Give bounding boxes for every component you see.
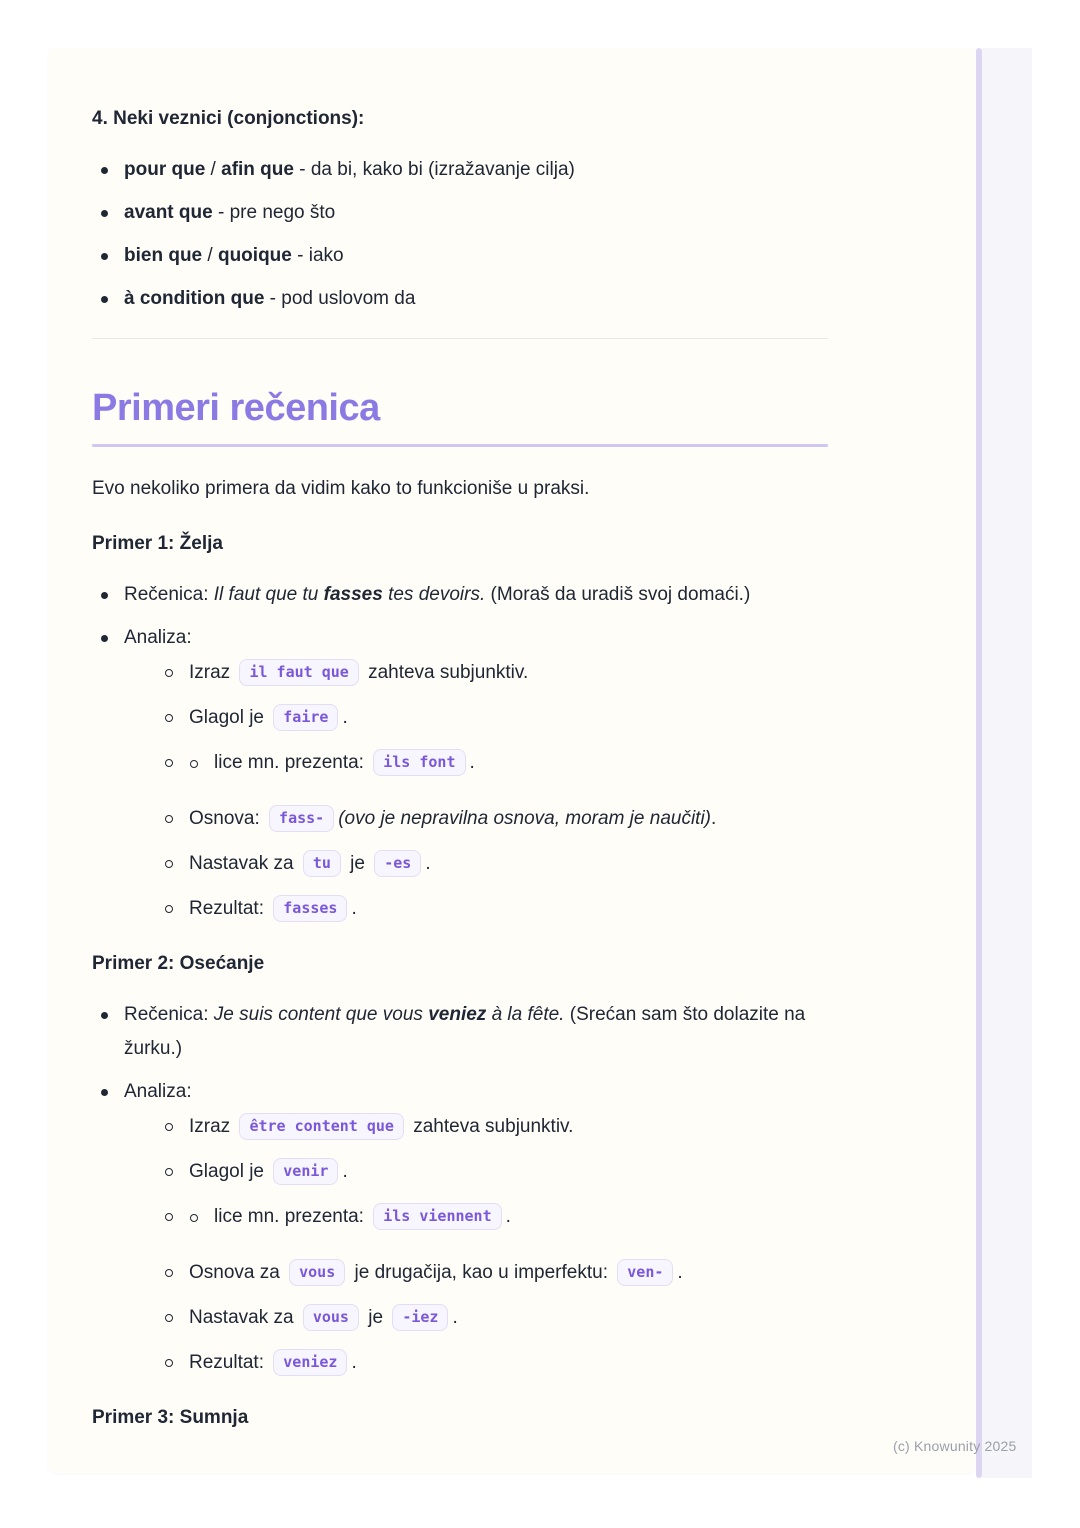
text-run: je bbox=[362, 1307, 389, 1328]
page-content bbox=[92, 48, 828, 1431]
analysis-sub-item bbox=[155, 1200, 828, 1234]
analysis-sub-item bbox=[155, 1301, 828, 1335]
list-item-text bbox=[124, 159, 575, 180]
sub-item-text bbox=[214, 1206, 511, 1227]
text-run: Analiza: bbox=[124, 627, 192, 648]
analysis-sublist bbox=[124, 656, 828, 926]
text-run: Nastavak za bbox=[189, 1307, 299, 1328]
text-run: fasses bbox=[323, 584, 383, 605]
example-1-heading: Primer 1: Želja bbox=[92, 533, 223, 554]
code-chip: tu bbox=[303, 850, 341, 877]
analysis-sub-item bbox=[155, 1256, 828, 1290]
analysis-sub-item bbox=[155, 892, 828, 926]
analysis-sub-item bbox=[155, 802, 828, 836]
text-run: / bbox=[202, 245, 218, 266]
code-chip: il faut que bbox=[239, 659, 358, 686]
code-chip: ils viennent bbox=[373, 1203, 501, 1230]
code-chip: venir bbox=[273, 1158, 338, 1185]
text-run: . bbox=[452, 1307, 458, 1328]
text-run: à condition que bbox=[124, 288, 265, 309]
text-run: bien que bbox=[124, 245, 203, 266]
text-run: (Srećan sam što dolazite na žurku.) bbox=[124, 1004, 806, 1059]
code-chip: ils font bbox=[373, 749, 465, 776]
text-run: lice mn. prezenta: bbox=[214, 752, 370, 773]
text-run: quoique bbox=[217, 245, 292, 266]
text-run: Nastavak za bbox=[189, 853, 299, 874]
example-2-list bbox=[92, 998, 828, 1380]
sentence-text bbox=[124, 584, 750, 605]
code-chip: -iez bbox=[392, 1304, 448, 1331]
title-underline bbox=[92, 444, 828, 447]
text-run: . bbox=[505, 1206, 511, 1227]
text-run: Izraz bbox=[189, 662, 236, 683]
code-chip: fass- bbox=[269, 805, 334, 832]
section-heading-conjunctions: 4. Neki veznici (conjonctions): bbox=[92, 108, 365, 129]
sub-item-text bbox=[189, 662, 528, 683]
text-run: Il faut que tu bbox=[213, 584, 324, 605]
text-run: - pre nego što bbox=[212, 202, 336, 223]
scrollbar-thumb[interactable] bbox=[976, 48, 982, 1478]
text-run: . bbox=[711, 808, 717, 829]
code-chip: être content que bbox=[239, 1113, 404, 1140]
text-run: à la fête. bbox=[486, 1004, 565, 1025]
sub-item-text bbox=[189, 1116, 573, 1137]
list-item-text bbox=[124, 245, 344, 266]
extra-circle-marker bbox=[190, 760, 198, 768]
text-run: - iako bbox=[291, 245, 344, 266]
analysis-sub-item bbox=[155, 656, 828, 690]
next-page-edge bbox=[982, 48, 1032, 1478]
analysis-sub-item bbox=[155, 847, 828, 881]
text-run: . bbox=[425, 853, 431, 874]
text-run: Osnova za bbox=[189, 1262, 286, 1283]
code-chip: faire bbox=[273, 704, 338, 731]
text-run: tes devoirs. bbox=[382, 584, 486, 605]
list-item bbox=[92, 239, 828, 273]
text-run: . bbox=[342, 707, 348, 728]
section-divider bbox=[92, 338, 828, 339]
code-chip: vous bbox=[303, 1304, 359, 1331]
text-run: Rezultat: bbox=[189, 898, 270, 919]
text-run: je bbox=[344, 853, 371, 874]
sub-item-text bbox=[189, 808, 716, 829]
text-run: Rečenica: bbox=[124, 1004, 214, 1025]
text-run: . bbox=[342, 1161, 348, 1182]
list-item bbox=[92, 282, 828, 316]
text-run: (Moraš da uradiš svoj domaći.) bbox=[485, 584, 751, 605]
text-run: . bbox=[351, 898, 357, 919]
list-item-text bbox=[124, 288, 415, 309]
text-run: avant que bbox=[124, 202, 213, 223]
text-run: Glagol je bbox=[189, 707, 270, 728]
sub-item-text bbox=[189, 1307, 458, 1328]
text-run: Izraz bbox=[189, 1116, 236, 1137]
sub-item-text bbox=[189, 1352, 357, 1373]
analysis-bullet bbox=[92, 621, 828, 926]
text-run: pour que bbox=[124, 159, 206, 180]
example-1-list bbox=[92, 578, 828, 926]
text-run: Analiza: bbox=[124, 1081, 192, 1102]
text-run: lice mn. prezenta: bbox=[214, 1206, 370, 1227]
text-run: afin que bbox=[221, 159, 294, 180]
conjunctions-list bbox=[92, 153, 828, 316]
text-run: Osnova: bbox=[189, 808, 266, 829]
list-item bbox=[92, 196, 828, 230]
text-run: . bbox=[351, 1352, 357, 1373]
analysis-sub-item bbox=[155, 1110, 828, 1144]
sentence-bullet bbox=[92, 998, 828, 1066]
sentence-bullet bbox=[92, 578, 828, 612]
list-item bbox=[92, 153, 828, 187]
code-chip: vous bbox=[289, 1259, 345, 1286]
analysis-sub-item bbox=[155, 701, 828, 735]
footer-credit: (c) Knowunity 2025 bbox=[893, 1438, 1017, 1454]
text-run: / bbox=[205, 159, 222, 180]
list-item-text bbox=[124, 202, 335, 223]
example-3-heading: Primer 3: Sumnja bbox=[92, 1407, 249, 1428]
analysis-bullet bbox=[92, 1075, 828, 1380]
example-2-heading: Primer 2: Osećanje bbox=[92, 953, 265, 974]
text-run: zahteva subjunktiv. bbox=[407, 1116, 574, 1137]
text-run: - pod uslovom da bbox=[264, 288, 416, 309]
text-run: . bbox=[469, 752, 475, 773]
text-run: . bbox=[677, 1262, 683, 1283]
sub-item-text bbox=[189, 1161, 348, 1182]
sub-item-text bbox=[189, 898, 357, 919]
analysis-label bbox=[124, 1081, 192, 1102]
intro-paragraph: Evo nekoliko primera da vidim kako to funkcioniše u praksi. bbox=[92, 478, 590, 499]
text-run: Glagol je bbox=[189, 1161, 270, 1182]
text-run: je drugačija, kao u imperfektu: bbox=[349, 1262, 614, 1283]
code-chip: fasses bbox=[273, 895, 347, 922]
sentence-text bbox=[124, 1004, 805, 1059]
text-run: Rečenica: bbox=[124, 584, 214, 605]
code-chip: ven- bbox=[617, 1259, 673, 1286]
extra-circle-marker bbox=[190, 1214, 198, 1222]
sub-item-text bbox=[189, 707, 348, 728]
code-chip: veniez bbox=[273, 1349, 347, 1376]
analysis-sublist bbox=[124, 1110, 828, 1380]
analysis-sub-item bbox=[155, 1155, 828, 1189]
document-page-card bbox=[48, 48, 977, 1473]
analysis-sub-item bbox=[155, 1346, 828, 1380]
sub-item-text bbox=[189, 853, 431, 874]
sub-item-text bbox=[214, 752, 475, 773]
analysis-sub-item bbox=[155, 746, 828, 780]
page-title: Primeri rečenica bbox=[92, 387, 380, 429]
text-run: Rezultat: bbox=[189, 1352, 270, 1373]
text-run: zahteva subjunktiv. bbox=[362, 662, 529, 683]
code-chip: -es bbox=[374, 850, 421, 877]
text-run: (ovo je nepravilna osnova, moram je naučiti) bbox=[338, 808, 711, 829]
sub-item-text bbox=[189, 1262, 683, 1283]
text-run: veniez bbox=[428, 1004, 487, 1025]
analysis-label bbox=[124, 627, 192, 648]
text-run: - da bi, kako bi (izražavanje cilja) bbox=[293, 159, 575, 180]
text-run: Je suis content que vous bbox=[213, 1004, 429, 1025]
